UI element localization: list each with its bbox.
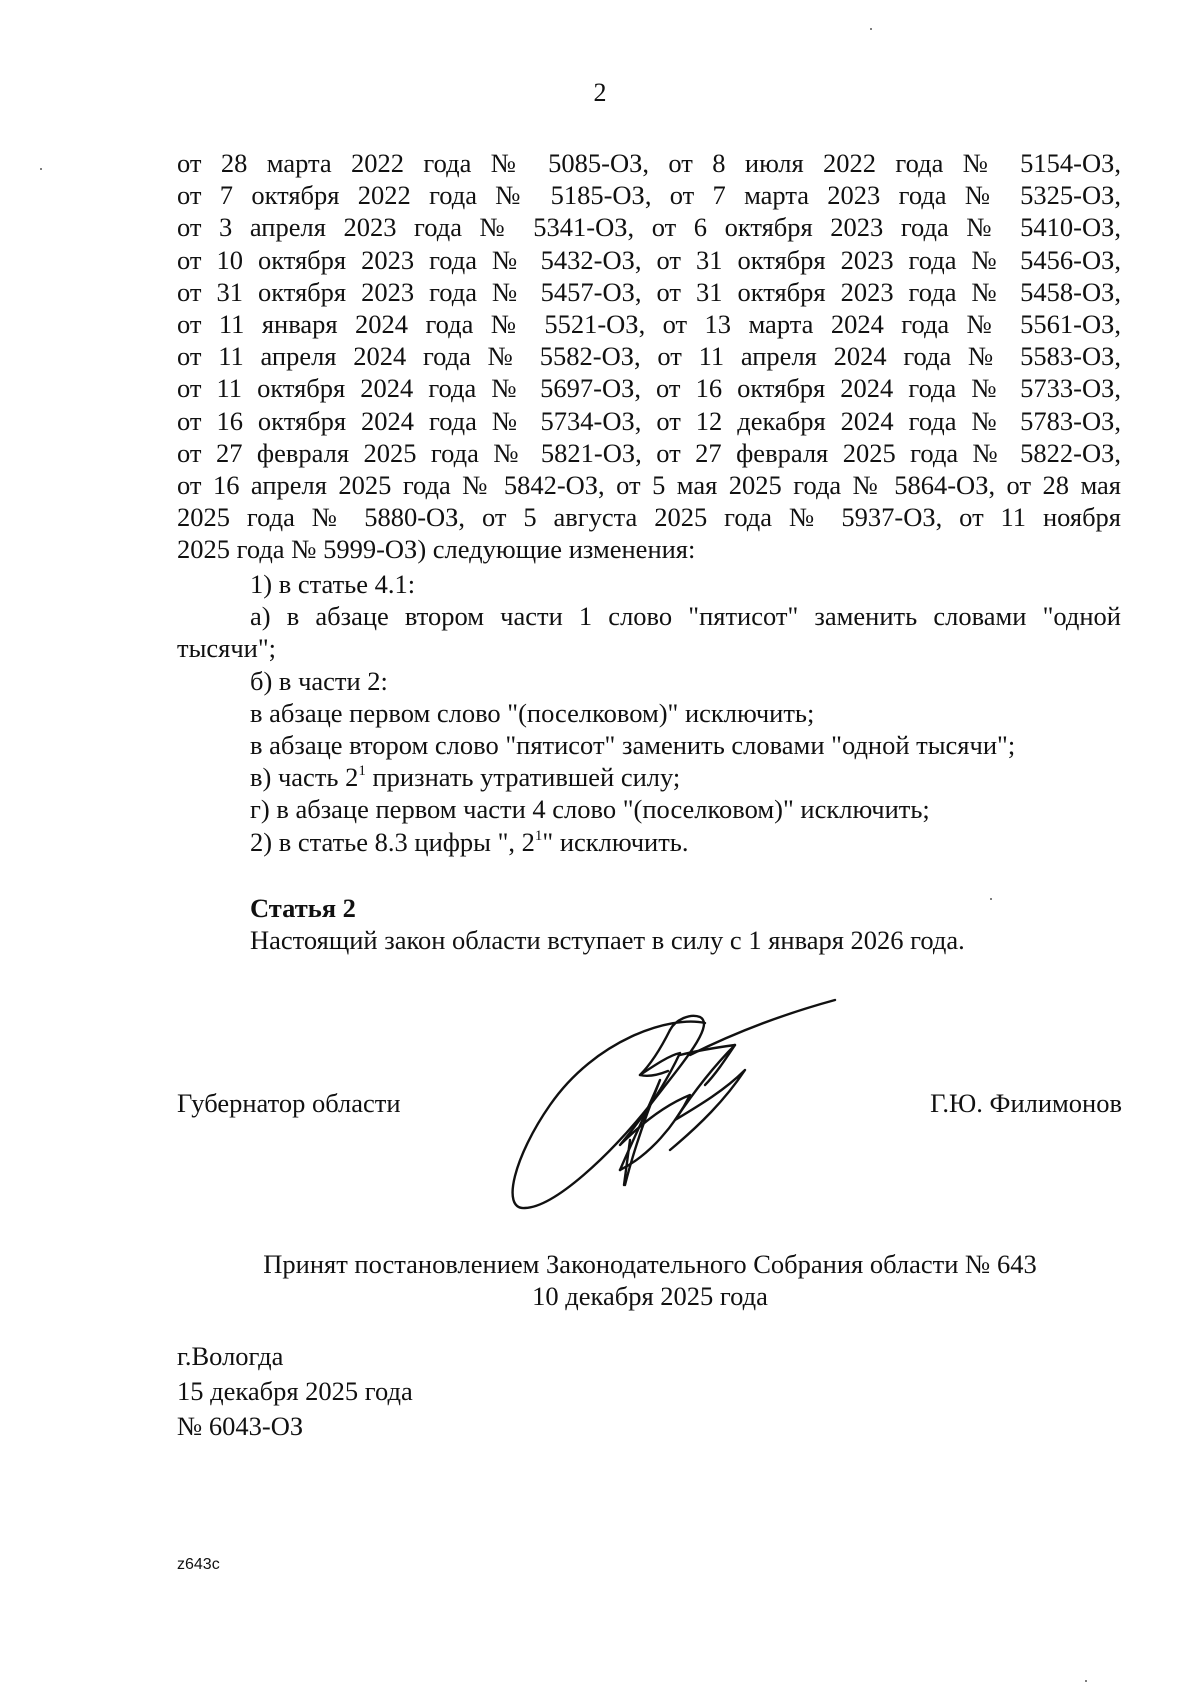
item-b-paragraph-2: в абзаце втором слово "пятисот" заменить словами "одной тысячи"; [250,730,1016,761]
item-v-prefix: в) часть 2 [250,762,359,793]
amendment-items [177,568,1121,858]
signer-name: Г.Ю. Филимонов [930,1088,1122,1118]
text-line: от 10 октября 2023 года № 5432-ОЗ, от 31 октября 2023 года № 5456-ОЗ, [177,244,1121,275]
signing-date: 15 декабря 2025 года [177,1376,413,1406]
text-line: от 7 октября 2022 года № 5185-ОЗ, от 7 марта 2023 года № 5325-ОЗ, [177,180,1121,211]
text-line: от 16 апреля 2025 года № 5842-ОЗ, от 5 мая 2025 года № 5864-ОЗ, от 28 мая [177,470,1121,501]
document-code: z643c [177,1556,220,1573]
text-line: от 11 апреля 2024 года № 5582-ОЗ, от 11 апреля 2024 года № 5583-ОЗ, [177,341,1121,372]
adoption-line-1: Принят постановлением Законодательного Собрания области № 643 [263,1249,1037,1279]
scan-speck [870,28,872,30]
page-number: 2 [593,78,607,107]
item-v-superscript: 1 [358,763,366,780]
item-b-paragraph-1: в абзаце первом слово "(поселковом)" исключить; [250,697,815,728]
text-line: от 28 марта 2022 года № 5085-ОЗ, от 8 июля 2022 года № 5154-ОЗ, [177,148,1121,178]
city: г.Вологда [177,1341,284,1371]
item-2-prefix: 2) в статье 8.3 цифры ", 2 [250,826,535,857]
scan-speck [40,168,42,170]
scan-speck [990,898,992,900]
item-g: г) в абзаце первом части 4 слово "(поселковом)" исключить; [250,794,930,825]
article-2-text: Настоящий закон области вступает в силу с 1 января 2026 года. [250,925,965,955]
adoption-line-2: 10 декабря 2025 года [532,1281,768,1311]
scan-speck [1085,1680,1087,1682]
article-2-heading: Статья 2 [250,893,356,923]
item-b: б) в части 2: [250,665,388,696]
item-a: а) в абзаце втором части 1 слово "пятисот" заменить словами "одной тысячи"; [177,601,1121,664]
text-line: от 3 апреля 2023 года № 5341-ОЗ, от 6 октября 2023 года № 5410-ОЗ, [177,212,1121,243]
text-line: от 11 января 2024 года № 5521-ОЗ, от 13 марта 2024 года № 5561-ОЗ, [177,309,1121,340]
law-number: № 6043-ОЗ [177,1411,304,1441]
item-v-suffix: признать утратившей силу; [365,762,681,793]
item-v [177,761,1121,793]
text-line: 2025 года № 5999-ОЗ) следующие изменения: [177,534,696,565]
text-line: от 16 октября 2024 года № 5734-ОЗ, от 12 декабря 2024 года № 5783-ОЗ, [177,405,1121,436]
place-date-number [177,1339,413,1444]
item-2-suffix: " исключить. [542,826,689,857]
text-line: от 11 октября 2024 года № 5697-ОЗ, от 16 октября 2024 года № 5733-ОЗ, [177,373,1121,404]
signer-position: Губернатор области [177,1088,401,1118]
item-2 [177,826,1121,858]
item-2-superscript: 1 [534,827,543,844]
handwritten-signature [500,995,850,1215]
text-line: 2025 года № 5880-ОЗ, от 5 августа 2025 года № 5937-ОЗ, от 11 ноября [177,502,1121,533]
adoption-note [0,1248,1200,1312]
text-line: от 31 октября 2023 года № 5457-ОЗ, от 31 октября 2023 года № 5458-ОЗ, [177,276,1121,307]
amendments-list-paragraph [177,147,1121,566]
item-1: 1) в статье 4.1: [250,569,416,599]
text-line: от 27 февраля 2025 года № 5821-ОЗ, от 27 февраля 2025 года № 5822-ОЗ, [177,437,1121,468]
